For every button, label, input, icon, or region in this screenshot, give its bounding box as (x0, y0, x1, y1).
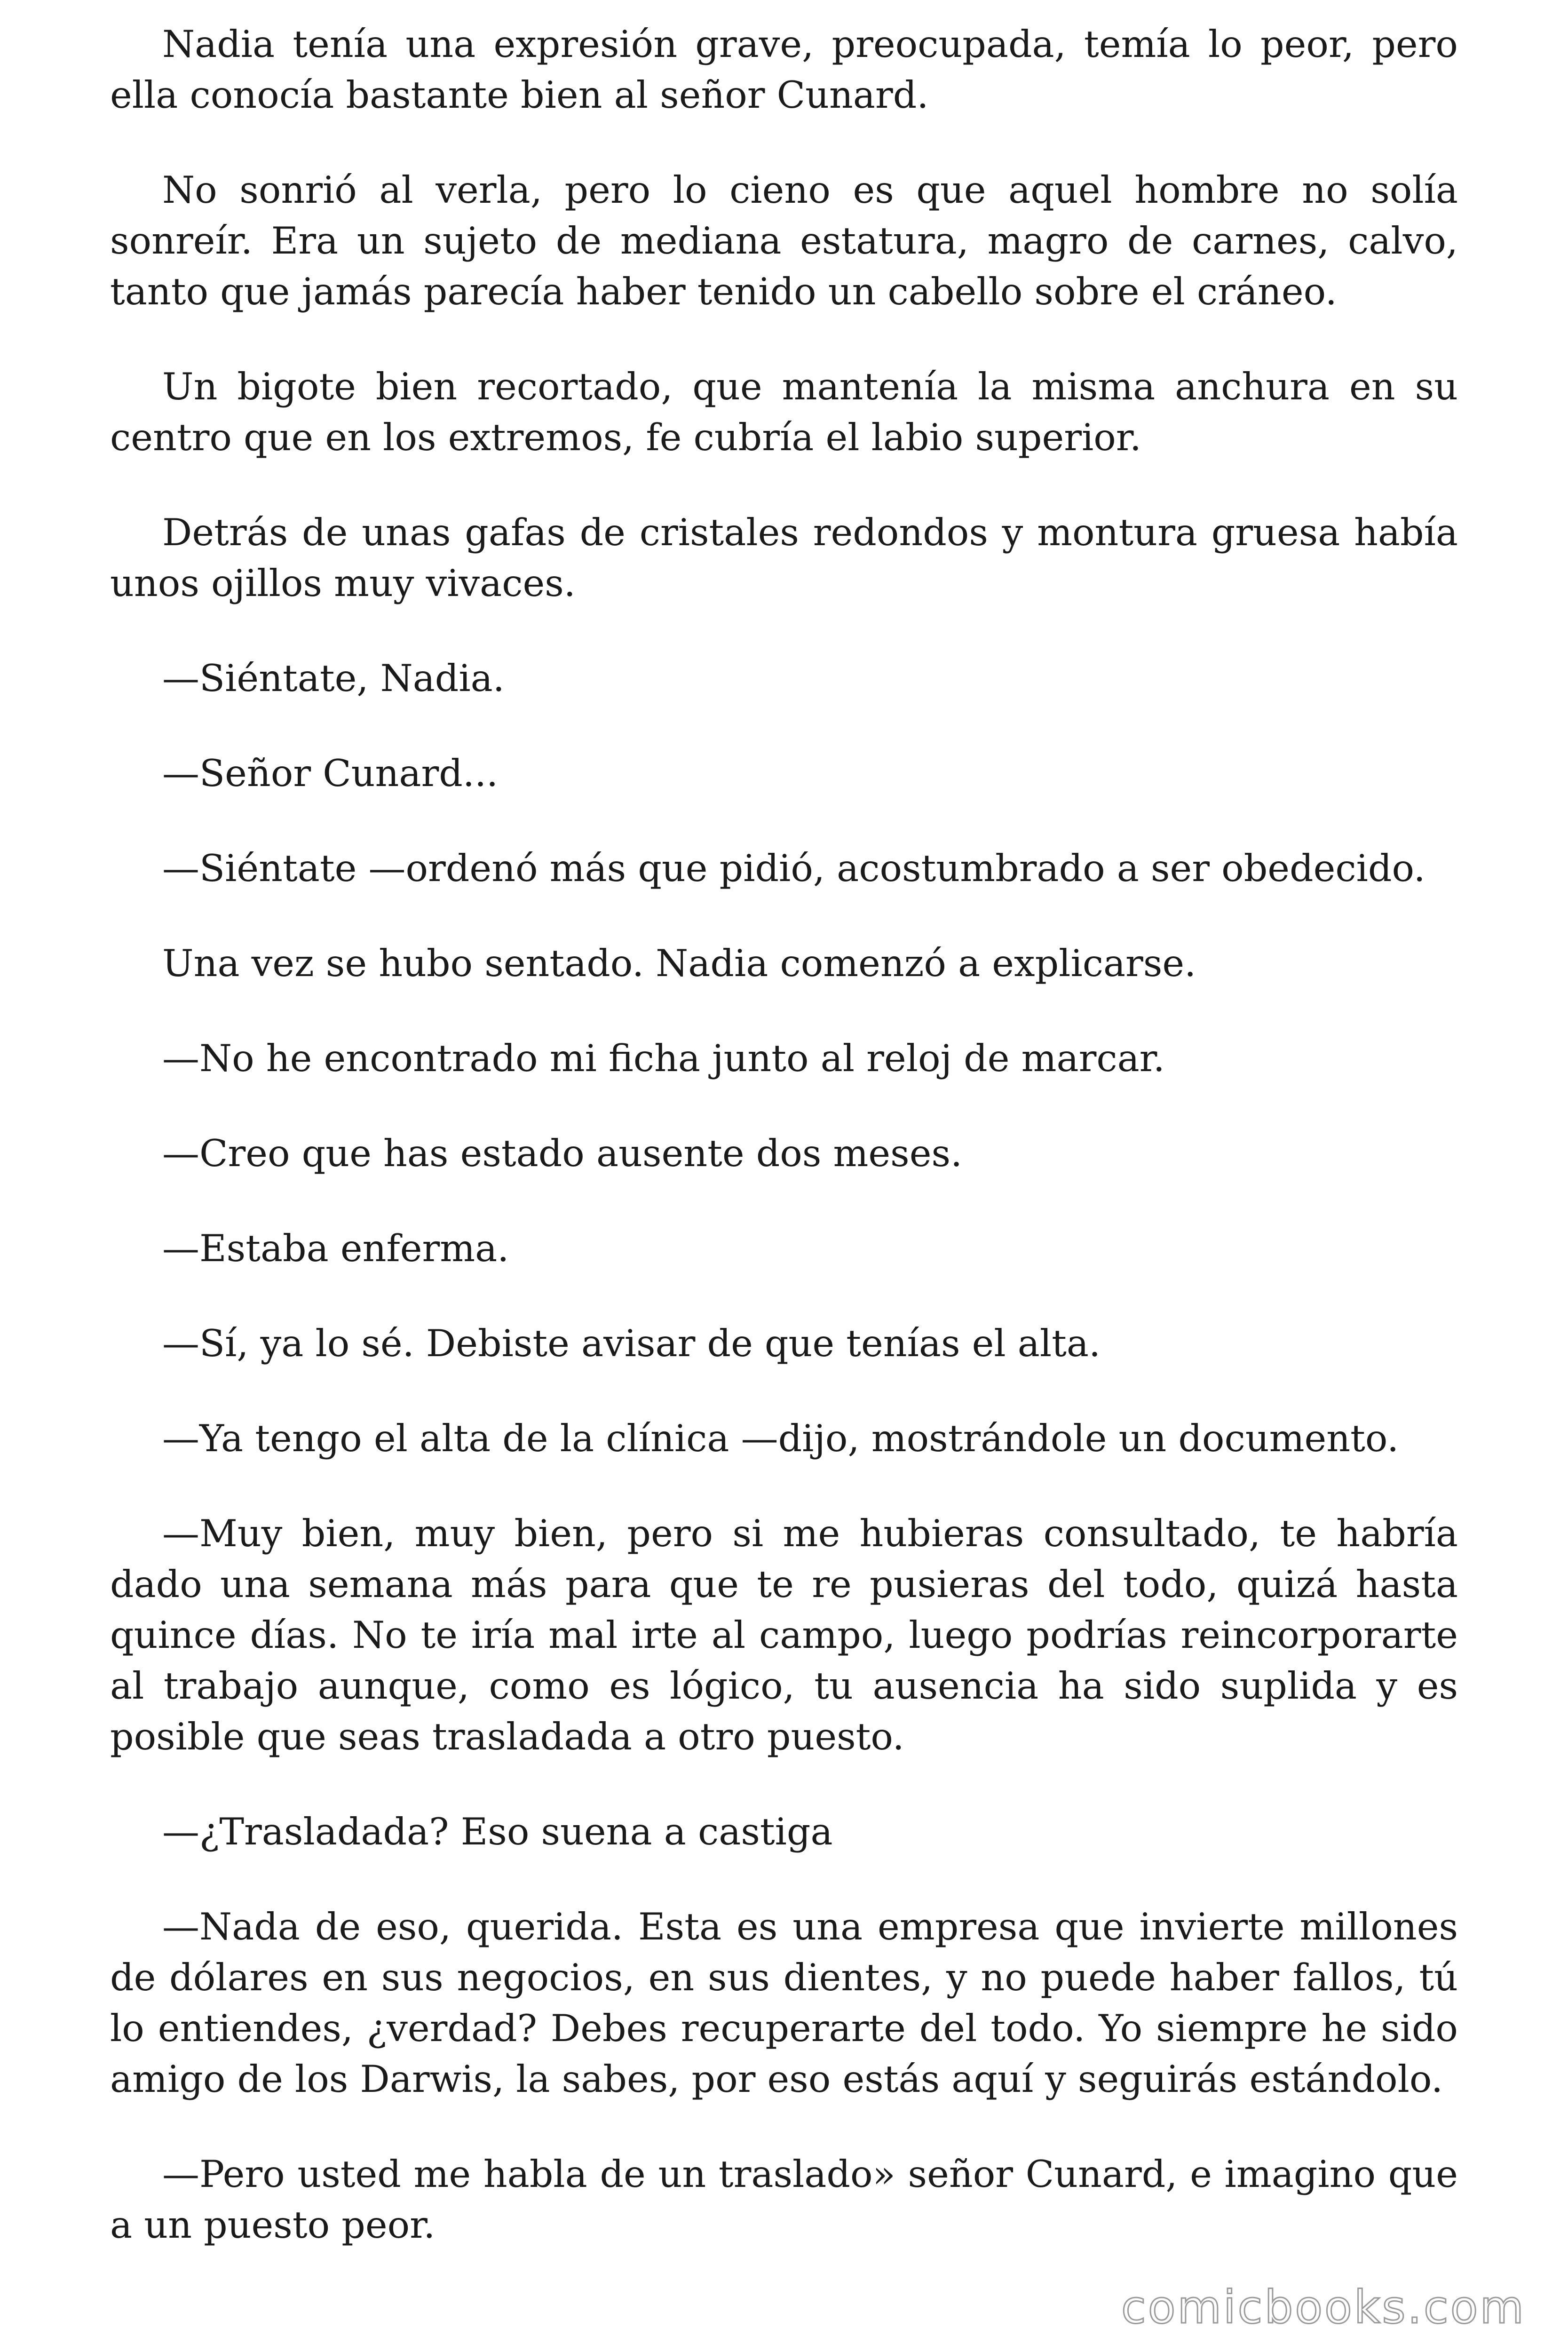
paragraph: Un bigote bien recortado, que mantenía la misma anchura en su centro que en los extremos, fe cubría el labio superior. (110, 365, 1458, 459)
dialogue-line: —Siéntate, Nadia. (162, 657, 505, 700)
dialogue-line: —Pero usted me habla de un traslado» señor Cunard, e imagino que a un puesto peor. (110, 2153, 1458, 2247)
dialogue-line: —Señor Cunard... (162, 752, 499, 795)
watermark: comicbooks.com (1121, 2281, 1526, 2334)
dialogue-line: —¿Trasladada? Eso suena a castiga (162, 1810, 833, 1853)
dialogue-line: —Creo que has estado ausente dos meses. (162, 1132, 963, 1175)
paragraph: Una vez se hubo sentado. Nadia comenzó a explicarse. (162, 942, 1196, 985)
paragraph: Nadia tenía una expresión grave, preocupada, temía lo peor, pero ella conocía bastante bien al señor Cunard. (110, 23, 1458, 117)
paragraph: No sonrió al verla, pero lo cieno es que aquel hombre no solía sonreír. Era un sujeto de mediana estatura, magro de carnes, calvo, tanto que jamás parecía haber tenido un cabello sobre el cráneo. (110, 168, 1458, 313)
paragraph: Detrás de unas gafas de cristales redondos y montura gruesa había unos ojillos muy vivaces. (110, 511, 1458, 605)
dialogue-line: —Muy bien, muy bien, pero si me hubieras consultado, te habría dado una semana más para que te re pusieras del todo, quizá hasta quince días. No te iría mal irte al campo, luego podrías reincorporarte al trabajo aunque, como es lógico, tu ausencia ha sido suplida y es posible que seas trasladada a otro puesto. (110, 1512, 1458, 1758)
dialogue-line: —No he encontrado mi ficha junto al reloj de marcar. (162, 1037, 1165, 1080)
book-page-text (110, 19, 1458, 2250)
dialogue-line: —Estaba enferma. (162, 1227, 509, 1270)
dialogue-line: —Sí, ya lo sé. Debiste avisar de que tenías el alta. (162, 1322, 1101, 1365)
dialogue-line: —Siéntate —ordenó más que pidió, acostumbrado a ser obedecido. (162, 847, 1425, 890)
dialogue-line: —Nada de eso, querida. Esta es una empresa que invierte millones de dólares en sus negocios, en sus dientes, y no puede haber fallos, tú lo entiendes, ¿verdad? Debes recuperarte del todo. Yo siempre he sido amigo de los Darwis, la sabes, por eso estás aquí y seguirás estándolo. (110, 1905, 1458, 2101)
dialogue-line: —Ya tengo el alta de la clínica —dijo, mostrándole un documento. (162, 1417, 1399, 1460)
